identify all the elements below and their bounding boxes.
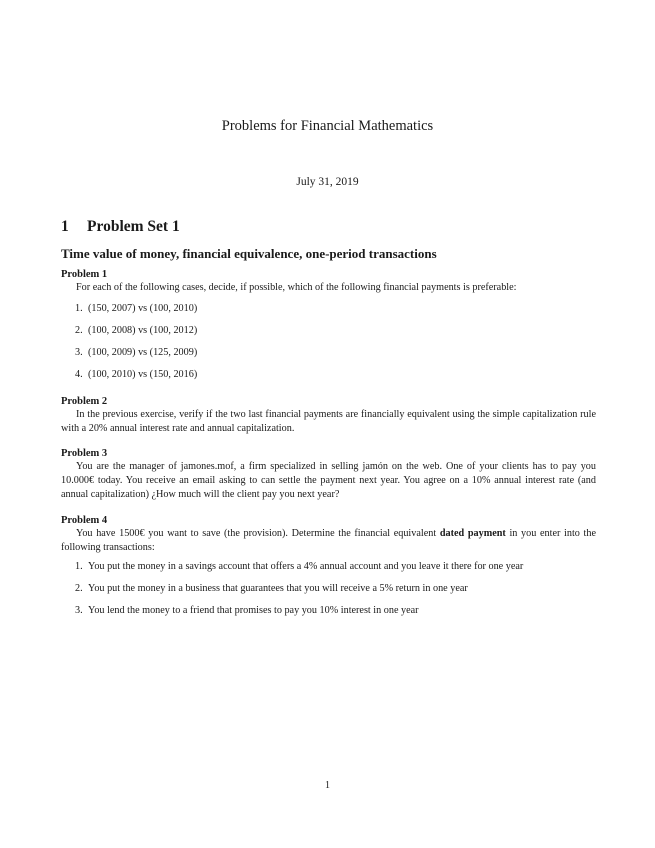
document-date: July 31, 2019 <box>296 176 359 188</box>
problem-4 <box>61 514 596 555</box>
problem-3 <box>61 447 596 502</box>
problem-title: Problem 4 <box>61 515 108 526</box>
problem-title: Problem 2 <box>61 396 108 407</box>
document-title: Problems for Financial Mathematics <box>221 118 434 134</box>
problem-2 <box>61 395 596 436</box>
problem-title: Problem 3 <box>61 448 108 459</box>
subsection-heading: Time value of money, financial equivalence, one-period transactions <box>61 246 437 261</box>
problem-text: For each of the following cases, decide, if possible, which of the following financial payments is preferable: <box>76 282 517 293</box>
problem-1 <box>61 268 596 295</box>
list-item: 4. (100, 2010) vs (150, 2016) <box>75 369 198 380</box>
list-item: 2. (100, 2008) vs (100, 2012) <box>75 325 198 336</box>
list-item: 1. (150, 2007) vs (100, 2010) <box>75 303 198 314</box>
list-item: 3. (100, 2009) vs (125, 2009) <box>75 347 198 358</box>
section-number: 1 <box>61 218 69 235</box>
section-heading <box>61 218 180 236</box>
page-number: 1 <box>325 780 330 791</box>
problem-title: Problem 1 <box>61 269 108 280</box>
section-title: Problem Set 1 <box>87 218 180 235</box>
list-item: 2. You put the money in a business that guarantees that you will receive a 5% return in one year <box>75 583 468 594</box>
bold-term: dated payment <box>439 528 506 539</box>
problem-text: In the previous exercise, verify if the two last financial payments are financially equivalent using the simple capitalization rule with a 20% annual interest rate and annual capitalization. <box>61 409 596 434</box>
list-item: 1. You put the money in a savings account that offers a 4% annual account and you leave it there for one year <box>75 561 524 572</box>
problem-text: You are the manager of jamones.mof, a firm specialized in selling jamón on the web. One of your clients has to pay you 10.000€ today. You receive an email asking to can settle the payment next year. You agree on a 10% annual interest rate (and annual capitalization) ¿How much will the client pay you next year? <box>61 461 596 500</box>
list-item: 3. You lend the money to a friend that promises to pay you 10% interest in one year <box>75 605 419 616</box>
problem-text: You have 1500€ you want to save (the provision). Determine the financial equivalent dated payment in you enter into the following transactions: <box>61 528 596 553</box>
